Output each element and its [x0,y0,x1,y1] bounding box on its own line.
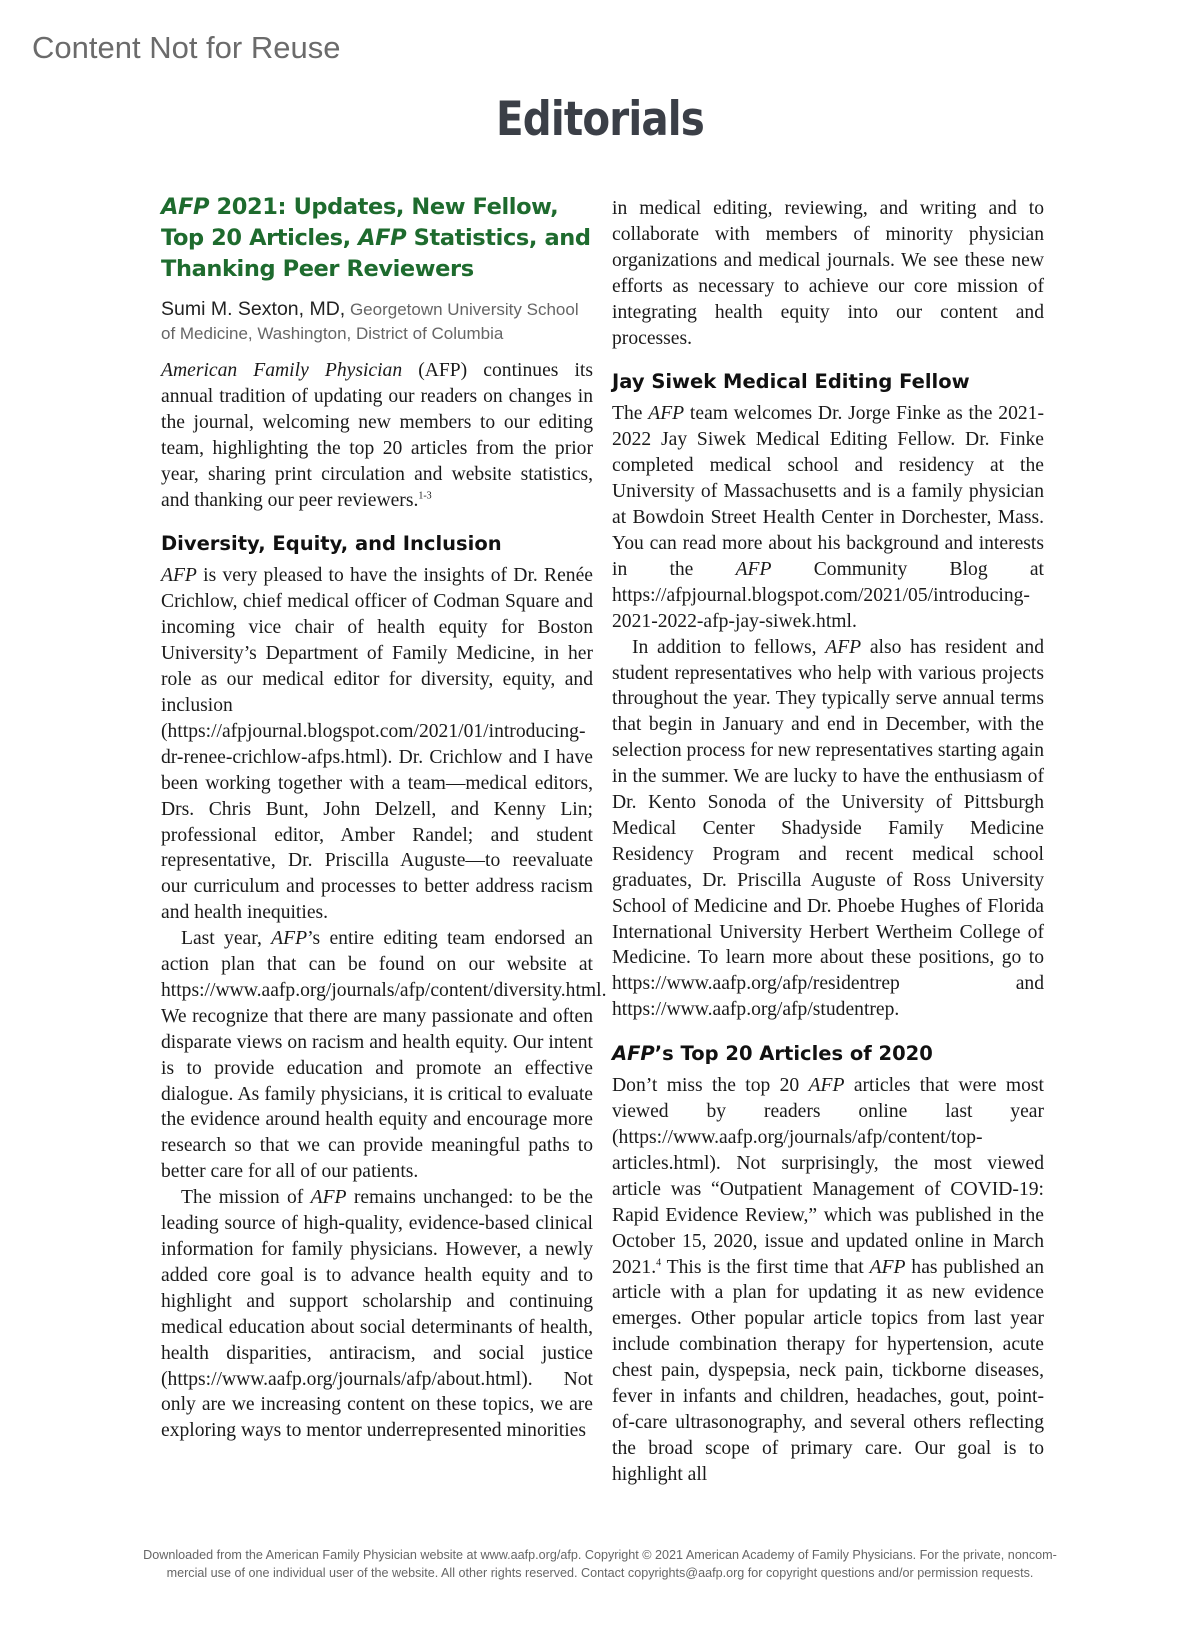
dei-heading: Diversity, Equity, and Inclusion [161,532,502,556]
intro-paragraph: American Family Physician (AFP) continues its annual tradition of updating our readers on changes in the journal, welcoming new members to our editing team, highlighting the top 20 articles from the prior year, sharing print circulation and website statistics, and thanking our peer reviewers.$^{1-3}$ [161,360,593,511]
article-title: AFP 2021: Updates, New Fellow, Top 20 Articles, AFP Statistics, and Thanking Peer Reviewers [161,194,591,282]
fellow-paragraph-2: In addition to fellows, AFP also has resident and student representatives who help with various projects throughout the year. They typically serve annual terms that begin in January and end in December, with the selection process for new representatives starting again in the summer. We are lucky to have the enthusiasm of Dr. Kento Sonoda of the University of Pittsburgh Medical Center Shadyside Family Medicine Residency Program and recent medical school graduates, Dr. Priscilla Auguste of Ross University School of Medicine and Dr. Phoebe Hughes of Florida International University Herbert Wertheim College of Medicine. To learn more about these positions, go to https://www.aafp.org/afp/residentrep and https://www.aafp.org/afp/studentrep. [612,636,1045,1021]
fellow-paragraph-1: The AFP team welcomes Dr. Jorge Finke as the 2021-2022 Jay Siwek Medical Editing Fellow. Dr. Finke completed medical school and residency at the University of Massachusetts and is a family physician at Bowdoin Street Health Center in Dorchester, Mass. You can read more about his background and interests in the AFP Community Blog at https://afpjournal.blogspot.com/2021/05/introducing-2021-2022-afp-jay-siwek.html. [612,403,1044,632]
section-title: Editorials [496,92,704,147]
dei-paragraph-2: Last year, AFP’s entire editing team endorsed an action plan that can be found on our website at https://www.aafp.org/journals/afp/content/diversity.html. We recognize that there are many passionate and often disparate views on racism and health equity. Our intent is to provide education and promote an effective dialogue. As family physicians, it is critical to evaluate the evidence around health equity and encourage more research so that we can provide meaningful paths to better care for all of our patients. [161,928,607,1183]
watermark: Content Not for Reuse [32,30,341,65]
author-affiliation: Georgetown University School of Medicine, Washington, District of Columbia [161,300,579,343]
right-column [612,196,1044,1488]
copyright-footer [40,1546,1160,1582]
top20-paragraph-1: Don’t miss the top 20 AFP articles that were most viewed by readers online last year (https://www.aafp.org/journals/afp/content/top-articles.html). Not surprisingly, the most viewed article was “Outpatient Management of COVID-19: Rapid Evidence Review,” which was published in the October 15, 2020, issue and updated online in March 2021.$^4$ This is the first time that AFP has published an article with a plan for updating it as new evidence emerges. Other popular article topics from last year include combination therapy for hypertension, acute chest pain, dyspepsia, neck pain, tickborne diseases, fever in infants and children, headaches, gout, point-of-care ultrasonography, and several others reflecting the broad scope of primary care. Our goal is to highlight all [612,1075,1044,1485]
footer-line-2: mercial use of one individual user of the website. All other rights reserved. Contact copyrights@aafp.org for copyright questions and/or permission requests. [166,1566,1034,1580]
fellow-heading: Jay Siwek Medical Editing Fellow [612,370,970,394]
continued-paragraph: in medical editing, reviewing, and writing and to collaborate with members of minority physician organizations and medical journals. We see these new efforts as necessary to achieve our core mission of integrating health equity into our content and processes. [612,198,1044,349]
author-name: Sumi M. Sexton, MD, [161,298,346,320]
footer-line-1: Downloaded from the American Family Physician website at www.aafp.org/afp. Copyright © 2021 American Academy of Family Physicians. For the private, noncom- [143,1548,1057,1562]
dei-paragraph-1: AFP is very pleased to have the insights of Dr. Renée Crichlow, chief medical officer of Codman Square and incoming vice chair of health equity for Boston University’s Department of Family Medicine, in her role as our medical editor for diversity, equity, and inclusion (https://afpjournal.blogspot.com/2021/01/introducing-dr-renee-crichlow-afps.html). Dr. Crichlow and I have been working together with a team—medical editors, Drs. Chris Bunt, John Delzell, and Kenny Lin; professional editor, Amber Randel; and student representative, Dr. Priscilla Auguste—to reevaluate our curriculum and processes to better address racism and health inequities. [161,565,593,924]
author-byline [161,297,593,346]
dei-paragraph-3: The mission of AFP remains unchanged: to be the leading source of high-quality, evidence-based clinical information for family physicians. However, a newly added core goal is to advance health equity and to highlight and support scholarship and continuing medical education about social determinants of health, health disparities, antiracism, and social justice (https://www.aafp.org/journals/afp/about.html). Not only are we increasing content on these topics, we are exploring ways to mentor underrepresented minorities [161,1187,593,1442]
top20-heading: AFP’s Top 20 Articles of 2020 [612,1042,933,1066]
left-column [161,192,607,1444]
